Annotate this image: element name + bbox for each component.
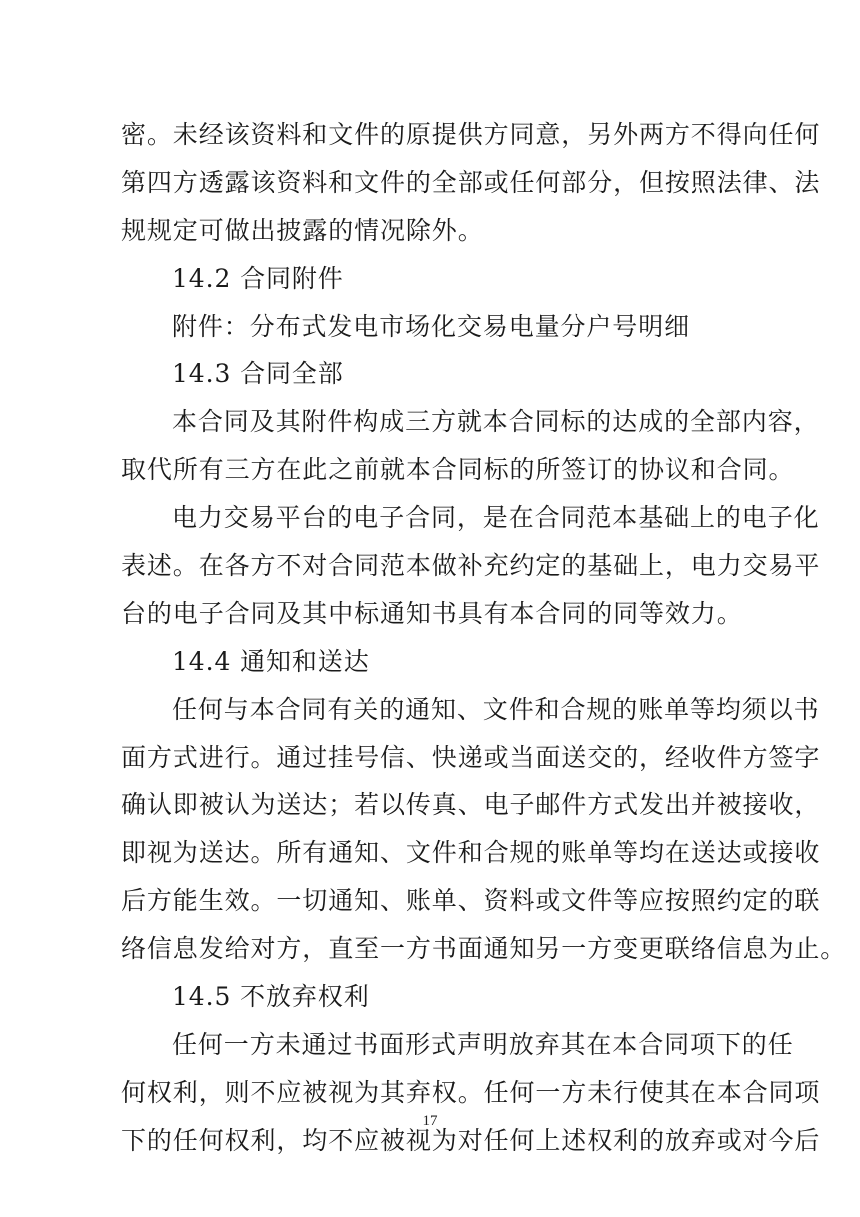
page-number: 17	[422, 1113, 438, 1129]
body-line-22: 下的任何权利，均不应被视为对任何上述权利的放弃或对今后	[121, 1125, 821, 1155]
body-line-1: 密。未经该资料和文件的原提供方同意，另外两方不得向任何	[121, 120, 821, 149]
body-line-21: 何权利，则不应被视为其弃权。任何一方未行使其在本合同项	[121, 1077, 821, 1107]
body-line-16: 即视为送达。所有通知、文件和合规的账单等均在送达或接收	[121, 838, 821, 868]
body-line-8: 取代所有三方在此之前就本合同标的所签订的协议和合同。	[121, 455, 795, 485]
attachment-line: 附件：分布式发电市场化交易电量分户号明细	[172, 311, 691, 341]
body-line-2: 第四方透露该资料和文件的全部或任何部分，但按照法律、法	[121, 167, 821, 197]
section-heading-14-5: 14.5 不放弃权利	[172, 982, 370, 1012]
document-body	[121, 111, 847, 1165]
body-line-13: 任何与本合同有关的通知、文件和合规的账单等均须以书	[172, 694, 820, 724]
body-line-10: 表述。在各方不对合同范本做补充约定的基础上，电力交易平	[121, 551, 821, 581]
body-line-3: 规规定可做出披露的情况除外。	[121, 215, 484, 245]
body-line-7: 本合同及其附件构成三方就本合同标的达成的全部内容，	[172, 407, 820, 437]
body-line-14: 面方式进行。通过挂号信、快递或当面送交的，经收件方签字	[121, 742, 821, 772]
body-line-20: 任何一方未通过书面形式声明放弃其在本合同项下的任	[172, 1029, 794, 1059]
section-heading-14-2: 14.2 合同附件	[172, 263, 344, 293]
body-line-11: 台的电子合同及其中标通知书具有本合同的同等效力。	[121, 598, 743, 628]
body-line-9: 电力交易平台的电子合同，是在合同范本基础上的电子化	[172, 503, 820, 533]
body-line-18: 络信息发给对方，直至一方书面通知另一方变更联络信息为止。	[121, 934, 847, 964]
section-heading-14-4: 14.4 通知和送达	[172, 646, 370, 676]
body-line-15: 确认即被认为送达；若以传真、电子邮件方式发出并被接收，	[121, 790, 821, 820]
section-heading-14-3: 14.3 合同全部	[172, 359, 344, 389]
body-line-17: 后方能生效。一切通知、账单、资料或文件等应按照约定的联	[121, 886, 821, 916]
